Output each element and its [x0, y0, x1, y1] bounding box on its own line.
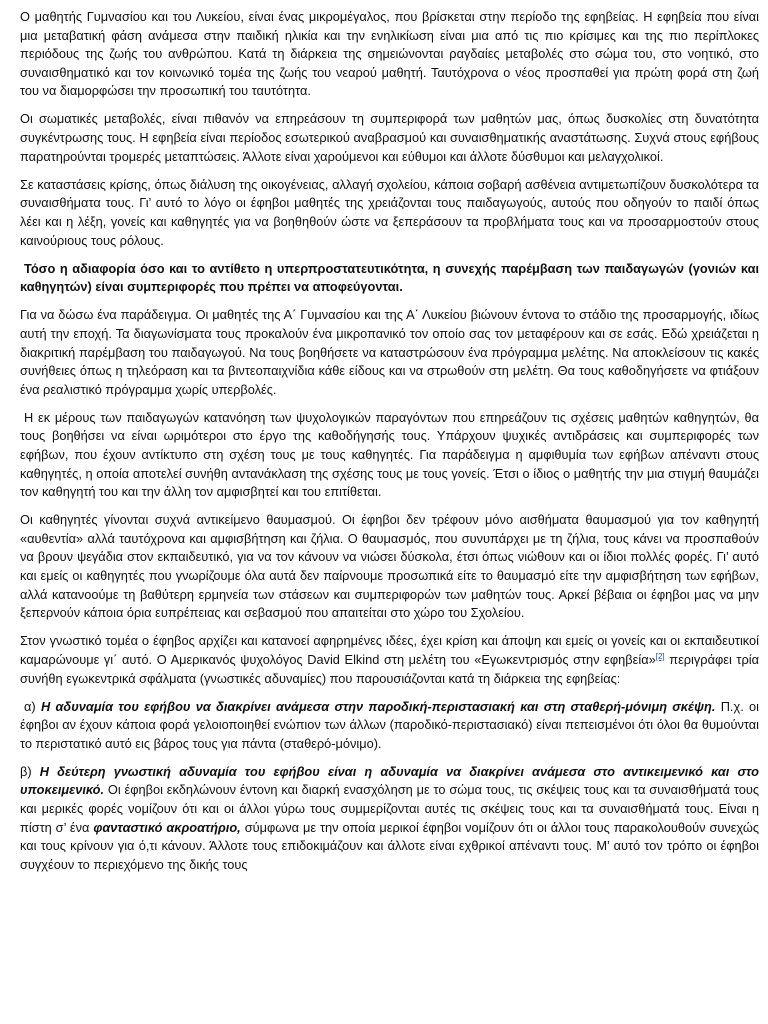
paragraph-weakness-b	[20, 763, 759, 875]
weakness-b-text: Οι έφηβοι εκδηλώνουν έντονη και διαρκή ενασχόληση με το σώμα τους, τις σκέψεις τους και τα συναισθήματά τους και μερικές φορές νομίζουν ότι και οι άλλοι γύρω τους συμμερίζονται αυτές τις σκέψεις τους και τα συναισθήματά τους. Είναι η πίστη σ’ ένα	[20, 782, 759, 835]
paragraph-admiration: Οι καθηγητές γίνονται συχνά αντικείμενο θαυμασμού. Οι έφηβοι δεν τρέφουν μόνο αισθήματα θαυμασμού για τον καθηγητή «αυθεντία» αλλά ταυτόχρονα και αμφισβήτηση και ζήλια. Ο θαυμασμός, που συνυπάρχει με τη ζήλια, τους κάνει να προσπαθούν να βρουν ψεγάδια στον εκπαιδευτικό, για να τον κάνουν να νιώσει δύσκολα, έτσι όπως νιώθουν και οι ίδιοι πολλές φορές. Γι’ αυτό και εμείς οι καθηγητές που γνωρίζουμε όλα αυτά δεν παίρνουμε προσωπικά είτε το θαυμασμό είτε την αμφισβήτηση των εφήβων, αλλά κατανοούμε τη βαθύτερη ερμηνεία των στάσεων και συμπεριφορών των μαθητών τους. Αρκεί βέβαια οι έφηβοι μας να μην ξεπερνούν κάποια όρια ευπρέπειας και σεβασμού που απαιτείται στο χώρο του Σχολείου.	[20, 512, 759, 621]
weakness-a-heading: Η αδυναμία του εφήβου να διακρίνει ανάμεσα στην παροδική-περιστασιακή και στη σταθερή-μόνιμη σκέψη.	[40, 698, 716, 714]
imaginary-audience-term: φανταστικό ακροατήριο,	[93, 819, 241, 835]
weakness-b-text-end: σύμφωνα με την οποία μερικοί έφηβοι νομίζουν ότι οι άλλοι τους παρακολουθούν συνεχώς και τους κρίνουν για ό,τι κάνουν. Άλλοτε τους επιδοκιμάζουν και άλλοτε είναι εχθρικοί απέναντι τους. Μ’ αυτό τον τρόπο οι έφηβοι συγχέουν το περιεχόμενο της δικής τους	[20, 819, 759, 872]
weakness-b-heading: Η δεύτερη γνωστική αδυναμία του εφήβου είναι η αδυναμία να διακρίνει ανάμεσα στο αντικειμενικό και στο υποκειμενικό.	[20, 763, 759, 798]
document-body	[20, 8, 759, 884]
list-marker-b: β)	[20, 763, 40, 779]
cognitive-text-start: Στον γνωστικό τομέα ο έφηβος αρχίζει και κατανοεί αφηρημένες ιδέες, έχει κρίση και άποψη και εμείς οι γονείς και οι εκπαιδευτικοί καμαρώνουμε γι΄ αυτό. Ο Αμερικανός ψυχολόγος David Elkind στη μελέτη του «Εγωκεντρισμός στην εφηβεία»	[20, 633, 759, 667]
paragraph-psychological-factors: Η εκ μέρους των παιδαγωγών κατανόηση των ψυχολογικών παραγόντων που επηρεάζουν τις σχέσεις μαθητών καθηγητών, θα τους βοηθήσει να είναι ωριμότεροι στο έργο της καθοδήγησής τους. Υπάρχουν ψυχικές αντιδράσεις και συμπεριφορές των εφήβων, που έχουν αντίκτυπο στη σχέση τους με τους καθηγητές. Για παράδειγμα η αμφιθυμία των εφήβων απέναντι στους καθηγητές, η οποία αποτελεί συνήθη αντανάκλαση της σχέσης τους με τους γονείς. Έτσι ο ίδιος ο μαθητής την μια στιγμή θαυμάζει τον καθηγητή του και την άλλη τον αμφισβητεί και του επιτίθεται.	[20, 409, 759, 500]
paragraph-cognitive-domain	[20, 632, 759, 688]
paragraph-adolescence-intro: Ο μαθητής Γυμνασίου και του Λυκείου, είναι ένας μικρομέγαλος, που βρίσκεται στην περίοδο της εφηβείας. Η εφηβεία που είναι μια μεταβατική φάση ανάμεσα στην παιδική ηλικία και την ενηλικίωση είναι μια από τις πιο κρίσιμες και της πιο περίπλοκες περιόδους της ζωής του ανθρώπου. Κατά τη διάρκεια της σημειώνονται ραγδαίες μεταβολές στο σώμα του, στο νοητικό, στο συναισθηματικό και τον κοινωνικό τομέα της ζωής του νεαρού μαθητή. Ταυτόχρονα ο νέος προσπαθεί για πρώτη φορά στη ζωή του να διαμορφώσει την προσωπική του ταυτότητα.	[20, 9, 759, 99]
paragraph-bold-warning: Τόσο η αδιαφορία όσο και το αντίθετο η υπερπροστατευτικότητα, η συνεχής παρέμβαση των παιδαγωγών (γονιών και καθηγητών) είναι συμπεριφορές που πρέπει να αποφεύγονται.	[20, 260, 759, 295]
paragraph-physical-changes: Οι σωματικές μεταβολές, είναι πιθανόν να επηρεάσουν τη συμπεριφορά των μαθητών μας, όπως δυσκολίες στη δυνατότητα συγκέντρωσης τους. Η εφηβεία είναι περίοδος εσωτερικού αναβρασμού και συναισθηματικής αναστάτωσης. Συχνά στους εφήβους παρατηρούνται τρομερές μεταπτώσεις. Άλλοτε είναι χαρούμενοι και εύθυμοι και άλλοτε δύσθυμοι και μελαγχολικοί.	[20, 111, 759, 164]
cognitive-text-end: περιγράφει τρία συνήθη εγωκεντρικά σφάλματα (γνωστικές αδυναμίες) που παρουσιάζονται κατά τη διάρκεια της εφηβείας:	[20, 651, 760, 686]
weakness-a-text: Π.χ. οι έφηβοι αν έχουν κάποια φορά γελοιοποιηθεί ενώπιον των άλλων (παροδικό-περιστασιακό) είναι πεπεισμένοι ότι όλοι θα θυμούνται το περιστατικό αυτό εις βάρος τους για πάντα (σταθερό-μόνιμο).	[20, 698, 759, 751]
paragraph-crisis-situations: Σε καταστάσεις κρίσης, όπως διάλυση της οικογένειας, αλλαγή σχολείου, κάποια σοβαρή ασθένεια αντιμετωπίζουν δυσκολότερα τα συναισθήματα τους. Γι’ αυτό το λόγο οι έφηβοι μαθητές της χρειάζονται τους παιδαγωγούς, αυτούς που οδηγούν το παιδί όπως λέει και η λέξη, γονείς και καθηγητές για να βοηθηθούν ώστε να ξεπεράσουν τα προβλήματα τους και να προσαρμοστούν στους καινούριους τους ρόλους.	[20, 176, 759, 248]
list-marker-a: α)	[24, 698, 41, 714]
paragraph-weakness-a	[20, 698, 759, 754]
paragraph-example: Για να δώσω ένα παράδειγμα. Οι μαθητές της Α΄ Γυμνασίου και της Α΄ Λυκείου βιώνουν έντονα το στάδιο της προσαρμογής, ιδίως αυτή την εποχή. Τα διαγωνίσματα τους προκαλούν ένα μικροπανικό τον οποίο σας τον μεταφέρουν και σε εσάς. Εδώ χρειάζεται η διακριτική παρέμβαση του παιδαγωγού. Να τους βοηθήσετε να καταστρώσουν ένα πρόγραμμα μελέτης. Να αποκλείσουν τις κακές συνήθειες όπως η τηλεόραση και τα βιντεοπαιχνίδια κάθε είδους και να στρωθούν στη μελέτη. Θα τους καθοδηγήσετε να φτιάξουν ένα ρεαλιστικό πρόγραμμα χωρίς υπερβολές.	[20, 307, 759, 397]
footnote-reference-link[interactable]: [2]	[655, 651, 665, 661]
